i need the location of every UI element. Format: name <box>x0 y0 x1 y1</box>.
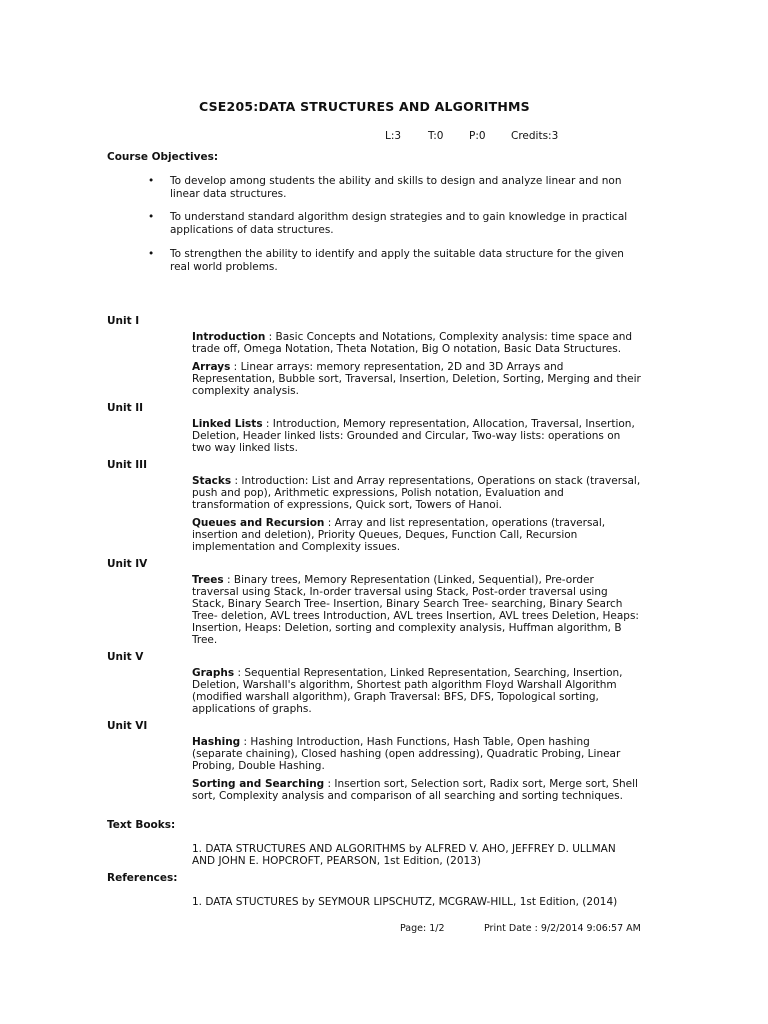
unit-label: Unit VI <box>107 720 148 732</box>
course-title: CSE205:DATA STRUCTURES AND ALGORITHMS <box>199 99 530 114</box>
unit-label: Unit III <box>107 459 147 471</box>
objective-text: To understand standard algorithm design strategies and to gain knowledge in practical applications of data structures. <box>170 211 628 236</box>
topic-description: Hashing Introduction, Hash Functions, Hash Table, Open hashing (separate chaining), Closed hashing (open addressing), Quadratic Probing, Linear Probing, Double Hashing. <box>192 736 621 772</box>
topic-description: Sequential Representation, Linked Representation, Searching, Insertion, Deletion, Warshall's algorithm, Shortest path algorithm Floyd Warshall Algorithm (modified warshall algorithm), Graph Traversal: BFS, DFS, Topological sorting, applications of graphs. <box>192 667 623 715</box>
topic-separator: : <box>324 778 335 790</box>
unit-label: Unit I <box>107 315 140 327</box>
bullet-icon: • <box>148 248 155 260</box>
bullet-icon: • <box>148 175 155 187</box>
unit-label: Unit IV <box>107 558 148 570</box>
practical-hours: P:0 <box>469 130 486 142</box>
lecture-hours: L:3 <box>385 130 402 142</box>
topic-name: Linked Lists <box>192 418 263 430</box>
topic-name: Graphs <box>192 667 235 679</box>
bullet-icon: • <box>148 211 155 223</box>
objective-item <box>148 211 628 237</box>
objective-text: To develop among students the ability and skills to design and analyze linear and non linear data structures. <box>170 175 622 200</box>
credits: Credits:3 <box>511 130 559 142</box>
references-heading: References: <box>107 872 178 884</box>
topic-name: Sorting and Searching <box>192 778 325 790</box>
unit-topic <box>192 331 642 355</box>
tutorial-hours: T:0 <box>428 130 444 142</box>
print-date: Print Date : 9/2/2014 9:06:57 AM <box>484 923 641 934</box>
topic-separator: : <box>324 517 335 529</box>
objectives-heading: Course Objectives: <box>107 151 219 163</box>
unit-topic <box>192 667 642 715</box>
unit-topic <box>192 418 642 454</box>
unit-topic <box>192 475 642 511</box>
topic-name: Trees <box>192 574 224 586</box>
topic-separator: : <box>231 475 242 487</box>
unit-topic <box>192 574 642 646</box>
unit-topic <box>192 517 642 553</box>
objective-item <box>148 248 628 274</box>
page-number: Page: 1/2 <box>400 923 445 934</box>
unit-topic <box>192 361 642 397</box>
unit-label: Unit II <box>107 402 144 414</box>
topic-separator: : <box>240 736 251 748</box>
topic-separator: : <box>230 361 241 373</box>
objective-text: To strengthen the ability to identify and apply the suitable data structure for the given real world problems. <box>170 248 624 273</box>
topic-separator: : <box>265 331 276 343</box>
topic-description: Linear arrays: memory representation, 2D and 3D Arrays and Representation, Bubble sort, Traversal, Insertion, Deletion, Sorting, Merging and their complexity analysis. <box>192 361 641 397</box>
topic-name: Queues and Recursion <box>192 517 325 529</box>
topic-description: Basic Concepts and Notations, Complexity analysis: time space and trade off, Omega Notation, Theta Notation, Big O notation, Basic Data Structures. <box>192 331 633 355</box>
topic-description: Binary trees, Memory Representation (Linked, Sequential), Pre-order traversal using Stack, In-order traversal using Stack, Post-order traversal using Stack, Binary Search Tree- Insertion, Binary Search Tree- searching, Binary Search Tree- deletion, AVL trees Introduction, AVL trees Insertion, AVL trees Deletion, Heaps: Insertion, Heaps: Deletion, sorting and complexity analysis, Huffman algorithm, B Tree. <box>192 574 639 646</box>
unit-topic <box>192 736 642 772</box>
topic-description: Introduction, Memory representation, Allocation, Traversal, Insertion, Deletion, Header linked lists: Grounded and Circular, Two-way lists: operations on two way linked lists. <box>192 418 635 454</box>
unit-topic <box>192 778 642 802</box>
objective-item <box>148 175 628 201</box>
topic-name: Arrays <box>192 361 231 373</box>
topic-name: Introduction <box>192 331 266 343</box>
topic-separator: : <box>223 574 234 586</box>
unit-label: Unit V <box>107 651 144 663</box>
topic-description: Introduction: List and Array representations, Operations on stack (traversal, push and pop), Arithmetic expressions, Polish notation, Evaluation and transformation of expressions, Quick sort, Towers of Hanoi. <box>192 475 641 511</box>
topic-name: Stacks <box>192 475 232 487</box>
textbook-entry: 1. DATA STRUCTURES AND ALGORITHMS by ALFRED V. AHO, JEFFREY D. ULLMAN AND JOHN E. HOPCROFT, PEARSON, 1st Edition, (2013) <box>192 843 616 867</box>
topic-description: Insertion sort, Selection sort, Radix sort, Merge sort, Shell sort, Complexity analysis and comparison of all searching and sorting techniques. <box>192 778 638 802</box>
topic-separator: : <box>234 667 245 679</box>
topic-name: Hashing <box>192 736 241 748</box>
textbooks-heading: Text Books: <box>107 819 176 831</box>
topic-description: Array and list representation, operations (traversal, insertion and deletion), Priority Queues, Deques, Function Call, Recursion implementation and Complexity issues. <box>192 517 606 553</box>
reference-entry: 1. DATA STUCTURES by SEYMOUR LIPSCHUTZ, MCGRAW-HILL, 1st Edition, (2014) <box>192 896 618 908</box>
topic-separator: : <box>262 418 273 430</box>
